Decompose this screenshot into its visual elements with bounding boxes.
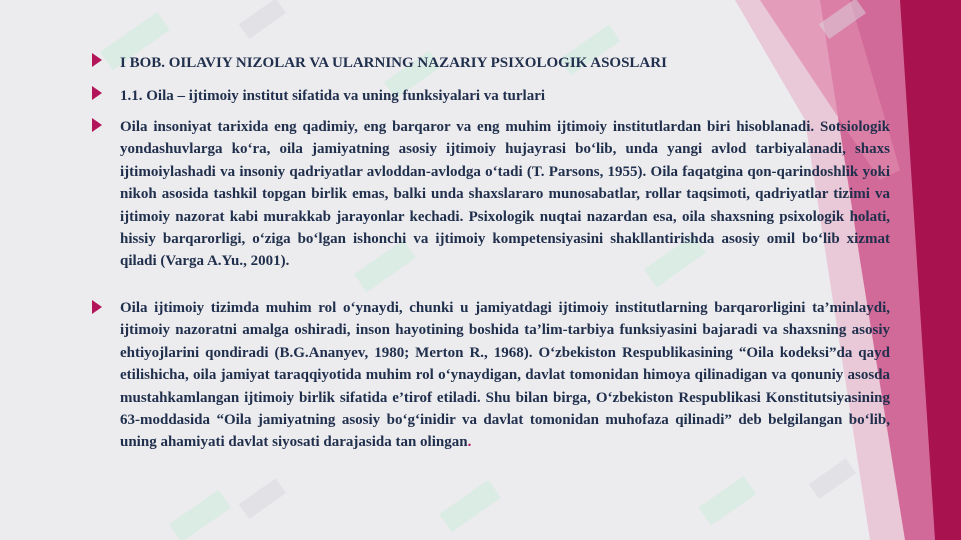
chapter-title: I BOB. OILAVIY NIZOLAR VA ULARNING NAZARIY PSIXOLOGIK ASOSLARI bbox=[120, 55, 667, 71]
section-title: 1.1. Oila – ijtimoiy institut sifatida va uning funksiyalari va turlari bbox=[120, 88, 546, 104]
paragraph-2-text: Oila ijtimoiy tizimda muhim rol o‘ynaydi, chunki u jamiyatdagi ijtimoiy institutlarning barqarorligini ta’minlaydi, ijtimoiy nazoratni amalga oshiradi, inson hayotining boshida ta’lim-tarbiya funksiyasini bajaradi va shaxsning asosiy ehtiyojlarini qondiradi (B.G.Ananyev, 1980; Merton R., 1968). O‘zbekiston Respublikasining “Oila kodeksi”da qayd etilishicha, oila jamiyat taraqqiyotida muhim rol o‘ynaydigan, davlat tomonidan himoya qilinadigan va qonuniy asosda mustahkamlangan ijtimoiy birlik sifatida e’tirof etiladi. Shu bilan birga, O‘zbekiston Respublikasi Konstitutsiyasining 63-moddasida “Oila jamiyatning asosiy bo‘g‘inidir va davlat tomonidan muhofaza qilinadi” deb belgilangan bo‘lib, uning ahamiyati davlat siyosati darajasida tan olingan bbox=[120, 300, 890, 451]
bullet-arrow-icon bbox=[92, 86, 102, 100]
paragraph-2-trailing-mark: . bbox=[467, 434, 472, 451]
bullet-arrow-icon bbox=[92, 53, 102, 67]
bullet-arrow-icon bbox=[92, 300, 102, 314]
bullet-arrow-icon bbox=[92, 118, 102, 132]
paragraph-1: Oila insoniyat tarixida eng qadimiy, eng barqaror va eng muhim ijtimoiy institutlardan biri hisoblanadi. Sotsiologik yondashuvlarga ko‘ra, oila jamiyatning asosiy ijtimoiy hujayrasi bo‘lib, unda yangi avlod tarbiyalanadi, shaxs ijtimoiylashadi va insoniy qadriyatlar avloddan-avlodga o‘tadi (T. Parsons, 1955). Oila faqatgina qon-qarindoshlik yoki nikoh asosida tashkil topgan birlik emas, balki unda shaxslararo munosabatlar, rollar taqsimoti, qadriyatlar tizimi va ijtimoiy nazorat kabi murakkab jarayonlar kechadi. Psixologik nuqtai nazardan esa, oila shaxsning psixologik holati, hissiy barqarorligi, o‘ziga bo‘lgan ishonchi va ijtimoiy kompetensiyasini shakllantirishda asosiy omil bo‘lib xizmat qiladi (Varga A.Yu., 2001). bbox=[120, 119, 890, 270]
paragraph-2 bbox=[120, 297, 890, 454]
